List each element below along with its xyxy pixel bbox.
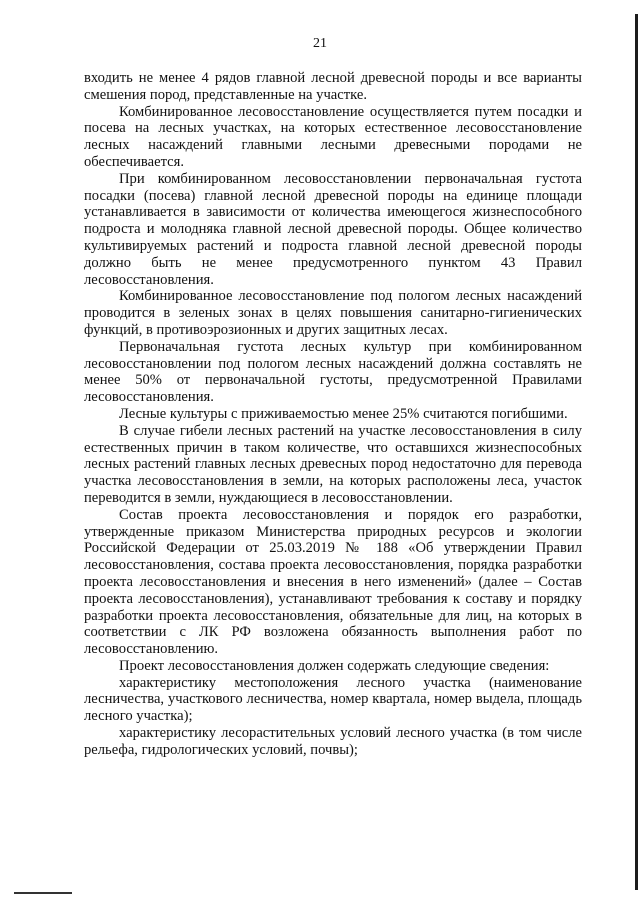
paragraph: При комбинированном лесовосстановлении первоначальная густота посадки (посева) главной лесной древесной породы на единице площади устанавливается в зависимости от количества имеющегося жизнеспособного подроста и молодняка главной лесной древесной породы. Общее количество культивируемых растений и подроста главной лесной древесной породы должно быть не менее предусмотренного пунктом 43 Правил лесовосстановления. [84,170,582,288]
page-number: 21 [313,36,327,51]
paragraph: входить не менее 4 рядов главной лесной древесной породы и все варианты смешения пород, представленные на участке. [84,70,582,103]
paragraph: Проект лесовосстановления должен содержать следующие сведения: [119,657,550,674]
paragraph: Комбинированное лесовосстановление под пологом лесных насаждений проводится в зеленых зонах в целях повышения санитарно-гигиенических функций, в противоэрозионных и других защитных лесах. [84,288,582,338]
page-edge-shadow [635,14,638,890]
paragraph: Состав проекта лесовосстановления и порядок его разработки, утвержденные приказом Министерства природных ресурсов и экологии Российской Федерации от 25.03.2019 № 188 «Об утверждении Правил лесовосстановления, состава проекта лесовосстановления, порядка разработки проекта лесовосстановления и внесения в него изменений» (далее – Состав проекта лесовосстановления), устанавливают требования к составу и порядку разработки проекта лесовосстановления, обязательные для лиц, на которых в соответствии с ЛК РФ возложена обязанность выполнения работ по лесовосстановлению. [84,506,582,658]
paragraph: В случае гибели лесных растений на участке лесовосстановления в силу естественных причин в таком количестве, что оставшихся жизнеспособных лесных растений главных лесных древесных пород недостаточно для перевода участка лесовосстановления в земли, на которых расположены леса, участок переводится в земли, нуждающиеся в лесовосстановлении. [84,422,582,506]
paragraph: Лесные культуры с приживаемостью менее 25% считаются погибшими. [119,405,568,422]
paragraph: Первоначальная густота лесных культур при комбинированном лесовосстановлении под пологом лесных насаждений должна составлять не менее 50% от первоначальной густоты, предусмотренной Правилами лесовосстановления. [84,338,582,406]
paragraph: Комбинированное лесовосстановление осуществляется путем посадки и посева на лесных участках, на которых естественное лесовосстановление лесных насаждений главными лесными древесными породами не обеспечивается. [84,103,582,170]
footer-rule [14,892,72,894]
paragraph: характеристику лесорастительных условий лесного участка (в том числе рельефа, гидрологических условий, почвы); [84,725,582,758]
document-body [84,70,582,759]
paragraph: характеристику местоположения лесного участка (наименование лесничества, участкового лесничества, номер квартала, номер выдела, площадь лесного участка); [84,674,582,725]
